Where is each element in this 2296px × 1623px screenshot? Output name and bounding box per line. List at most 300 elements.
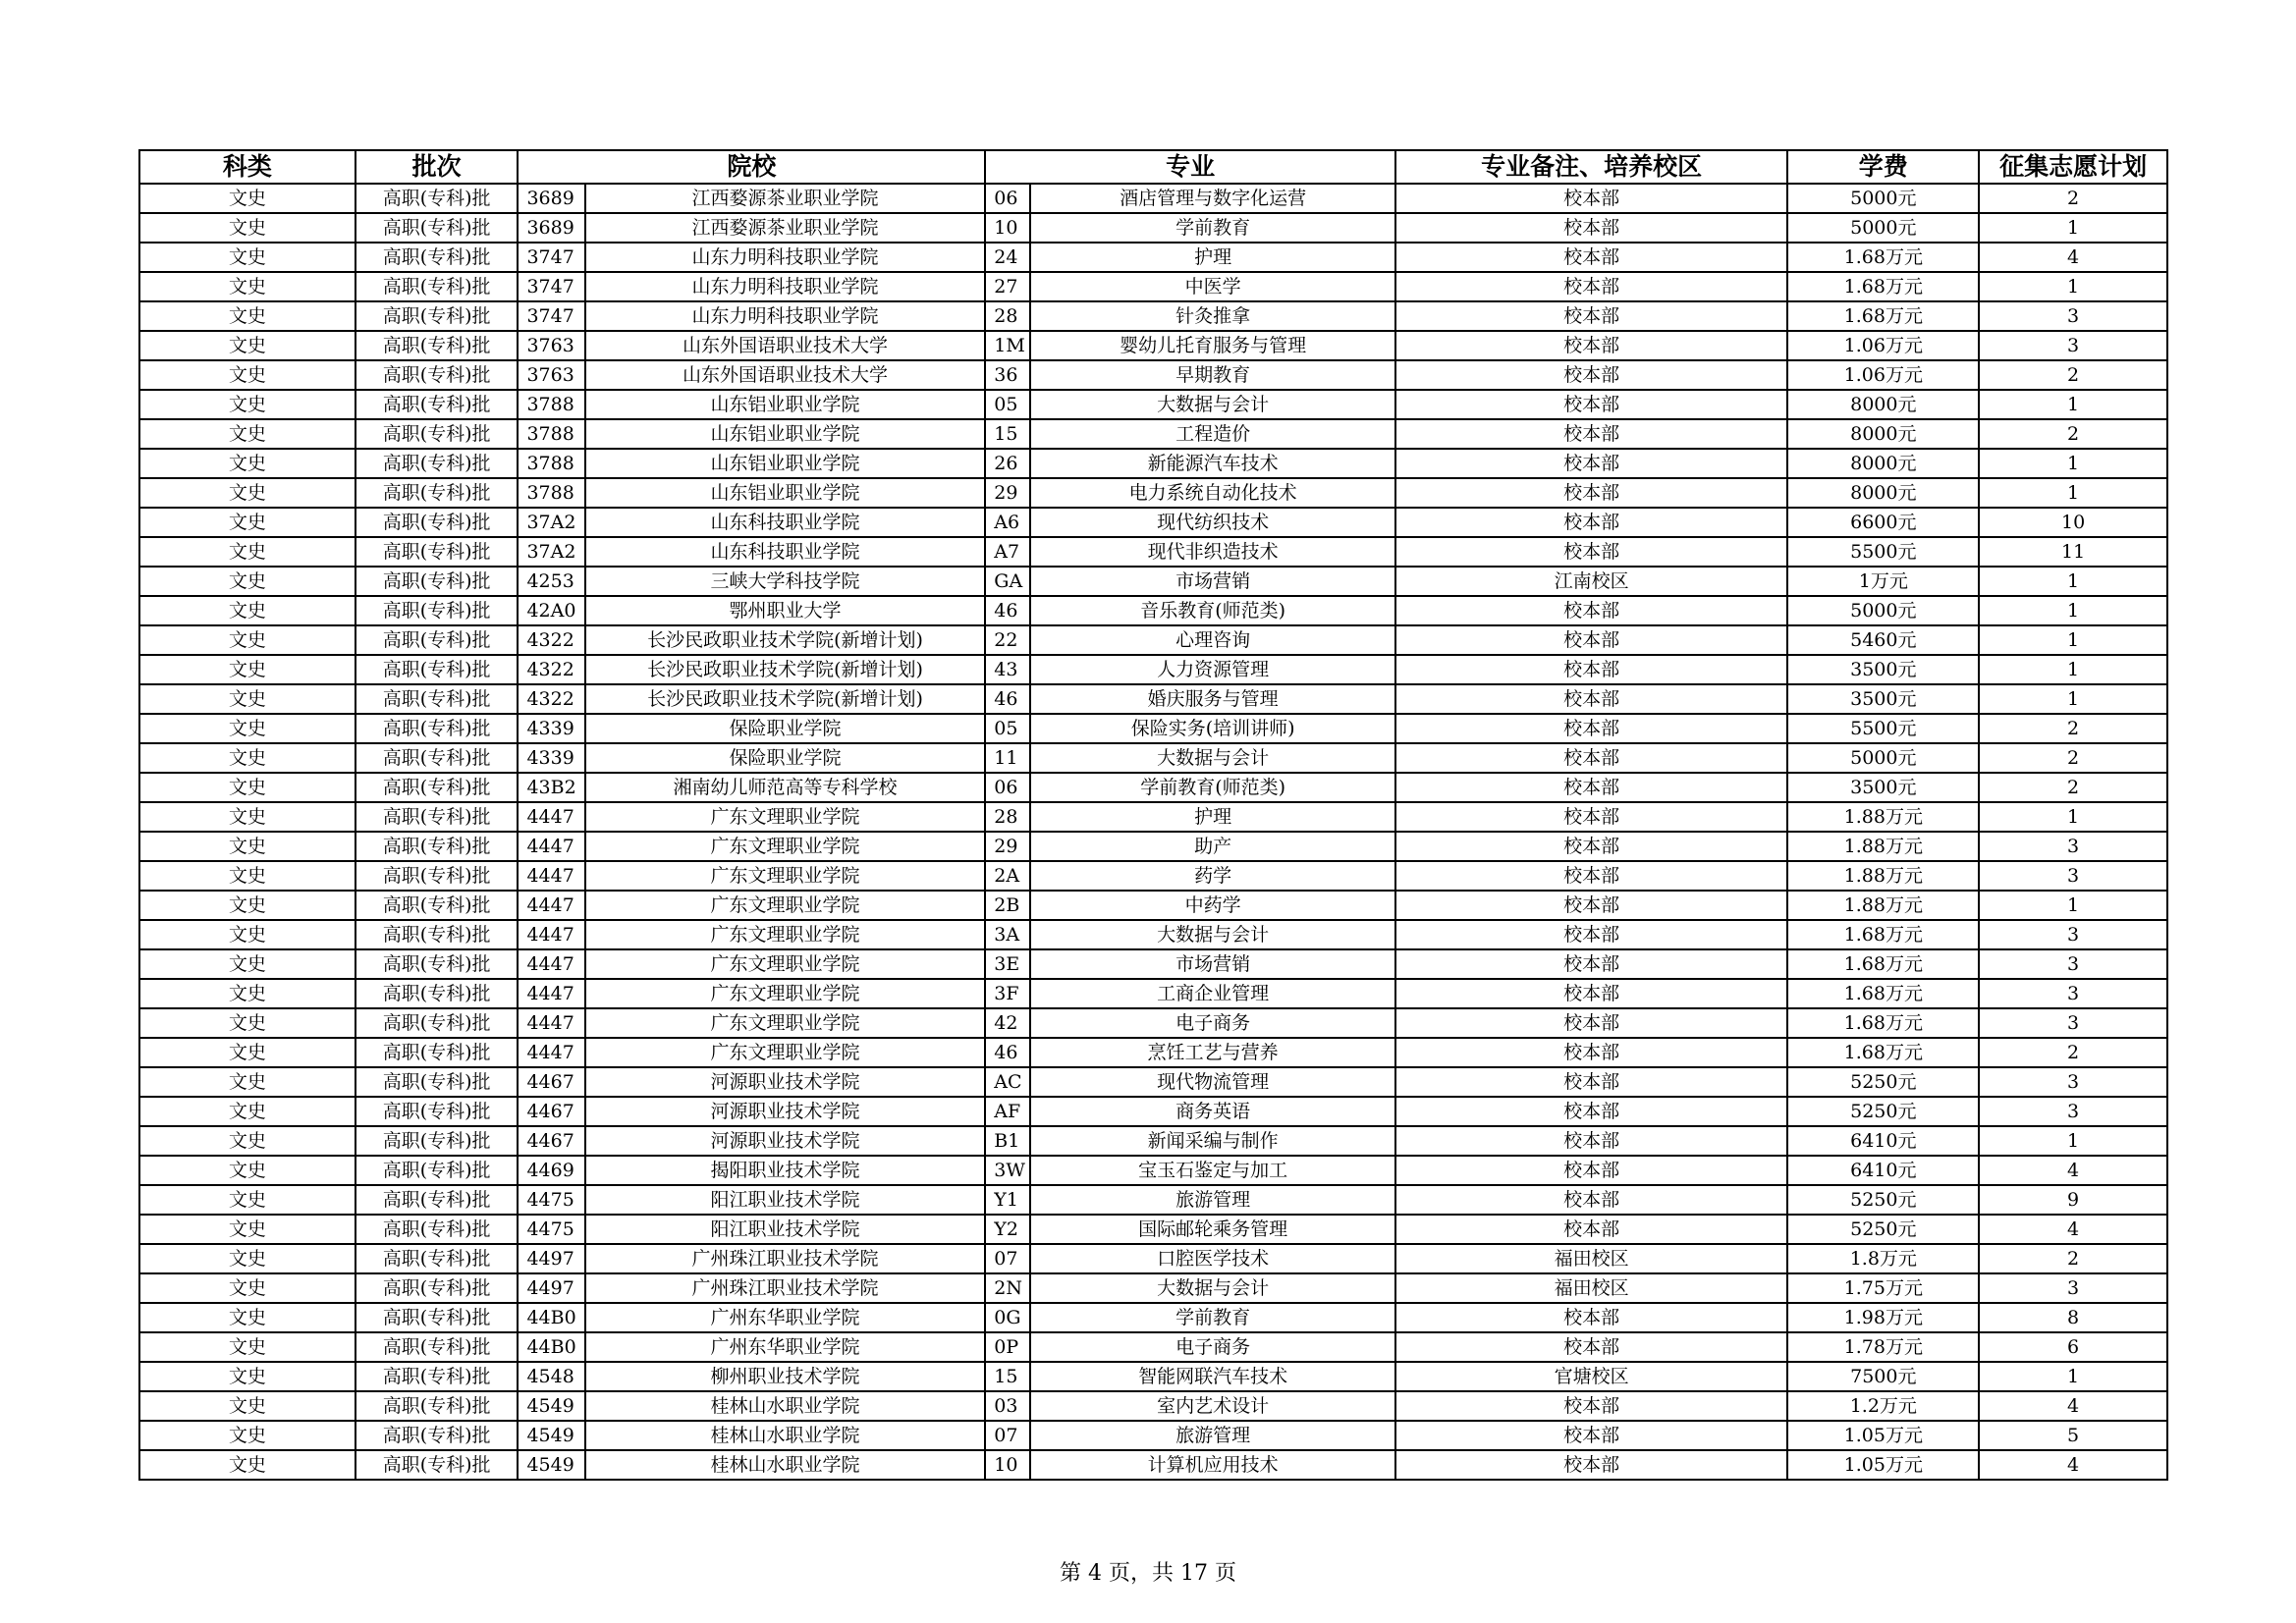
school-name-cell: 柳州职业技术学院 [585,1362,986,1391]
batch-cell: 高职(专科)批 [355,625,519,655]
tuition-cell: 1.88万元 [1787,802,1979,832]
batch-cell: 高职(专科)批 [355,684,519,714]
campus-cell: 校本部 [1395,213,1788,243]
campus-cell: 校本部 [1395,1185,1788,1215]
category-cell: 文史 [139,360,355,390]
major-name-cell: 市场营销 [1030,949,1394,979]
tuition-cell: 1.05万元 [1787,1421,1979,1450]
category-cell: 文史 [139,1008,355,1038]
campus-cell: 校本部 [1395,449,1788,478]
table-row [139,773,2167,802]
plan-count-cell: 5 [1979,1421,2167,1450]
school-name-cell: 山东科技职业学院 [585,508,986,537]
tuition-cell: 7500元 [1787,1362,1979,1391]
school-code-cell: 37A2 [518,508,584,537]
school-name-cell: 鄂州职业大学 [585,596,986,625]
table-row [139,1038,2167,1067]
table-row [139,596,2167,625]
table-row [139,419,2167,449]
table-row [139,1450,2167,1480]
batch-cell: 高职(专科)批 [355,1421,519,1450]
plan-count-cell: 1 [1979,655,2167,684]
header-batch: 批次 [355,150,519,184]
campus-cell: 校本部 [1395,1126,1788,1156]
tuition-cell: 5500元 [1787,714,1979,743]
major-name-cell: 学前教育 [1030,1303,1394,1332]
campus-cell: 校本部 [1395,478,1788,508]
plan-count-cell: 3 [1979,1097,2167,1126]
campus-cell: 校本部 [1395,184,1788,213]
major-name-cell: 工商企业管理 [1030,979,1394,1008]
school-code-cell: 4339 [518,714,584,743]
major-name-cell: 中医学 [1030,272,1394,301]
plan-count-cell: 2 [1979,714,2167,743]
batch-cell: 高职(专科)批 [355,949,519,979]
table-row [139,1244,2167,1273]
major-name-cell: 保险实务(培训讲师) [1030,714,1394,743]
major-code-cell: A6 [985,508,1030,537]
table-row [139,243,2167,272]
batch-cell: 高职(专科)批 [355,596,519,625]
batch-cell: 高职(专科)批 [355,301,519,331]
school-name-cell: 保险职业学院 [585,743,986,773]
major-code-cell: 10 [985,213,1030,243]
major-code-cell: 3A [985,920,1030,949]
batch-cell: 高职(专科)批 [355,802,519,832]
campus-cell: 校本部 [1395,1008,1788,1038]
school-code-cell: 4469 [518,1156,584,1185]
page-number: 第 4 页，共 17 页 [1060,1561,1236,1586]
school-name-cell: 山东力明科技职业学院 [585,301,986,331]
plan-count-cell: 1 [1979,625,2167,655]
plan-count-cell: 3 [1979,949,2167,979]
category-cell: 文史 [139,1273,355,1303]
school-name-cell: 桂林山水职业学院 [585,1391,986,1421]
major-code-cell: 05 [985,390,1030,419]
major-code-cell: 1M [985,331,1030,360]
major-code-cell: 07 [985,1244,1030,1273]
school-code-cell: 3788 [518,449,584,478]
batch-cell: 高职(专科)批 [355,360,519,390]
major-code-cell: A7 [985,537,1030,567]
major-code-cell: 15 [985,1362,1030,1391]
category-cell: 文史 [139,1156,355,1185]
table-row [139,478,2167,508]
table-row [139,1362,2167,1391]
major-name-cell: 口腔医学技术 [1030,1244,1394,1273]
tuition-cell: 1.68万元 [1787,1008,1979,1038]
major-name-cell: 心理咨询 [1030,625,1394,655]
plan-count-cell: 8 [1979,1303,2167,1332]
school-code-cell: 4447 [518,1008,584,1038]
major-code-cell: 0G [985,1303,1030,1332]
major-code-cell: Y1 [985,1185,1030,1215]
school-name-cell: 广东文理职业学院 [585,802,986,832]
plan-count-cell: 3 [1979,1008,2167,1038]
major-code-cell: 46 [985,596,1030,625]
plan-count-cell: 4 [1979,1450,2167,1480]
major-code-cell: 26 [985,449,1030,478]
school-name-cell: 广州东华职业学院 [585,1303,986,1332]
school-code-cell: 4447 [518,891,584,920]
school-code-cell: 3763 [518,360,584,390]
plan-count-cell: 1 [1979,213,2167,243]
school-code-cell: 4322 [518,625,584,655]
campus-cell: 校本部 [1395,331,1788,360]
tuition-cell: 1.68万元 [1787,243,1979,272]
table-row [139,655,2167,684]
campus-cell: 福田校区 [1395,1273,1788,1303]
school-name-cell: 河源职业技术学院 [585,1097,986,1126]
major-code-cell: 42 [985,1008,1030,1038]
tuition-cell: 6600元 [1787,508,1979,537]
campus-cell: 校本部 [1395,301,1788,331]
campus-cell: 校本部 [1395,1215,1788,1244]
school-code-cell: 3788 [518,390,584,419]
batch-cell: 高职(专科)批 [355,1332,519,1362]
major-name-cell: 大数据与会计 [1030,920,1394,949]
plan-count-cell: 2 [1979,1244,2167,1273]
campus-cell: 校本部 [1395,1038,1788,1067]
category-cell: 文史 [139,243,355,272]
category-cell: 文史 [139,390,355,419]
major-code-cell: 06 [985,773,1030,802]
category-cell: 文史 [139,213,355,243]
school-code-cell: 4447 [518,920,584,949]
plan-count-cell: 3 [1979,861,2167,891]
table-row [139,802,2167,832]
major-code-cell: 07 [985,1421,1030,1450]
school-name-cell: 长沙民政职业技术学院(新增计划) [585,684,986,714]
major-code-cell: 28 [985,301,1030,331]
batch-cell: 高职(专科)批 [355,773,519,802]
major-name-cell: 旅游管理 [1030,1421,1394,1450]
school-code-cell: 42A0 [518,596,584,625]
table-row [139,625,2167,655]
major-name-cell: 现代非织造技术 [1030,537,1394,567]
school-name-cell: 山东外国语职业技术大学 [585,360,986,390]
category-cell: 文史 [139,920,355,949]
tuition-cell: 1.88万元 [1787,832,1979,861]
school-name-cell: 阳江职业技术学院 [585,1185,986,1215]
tuition-cell: 5250元 [1787,1097,1979,1126]
campus-cell: 校本部 [1395,891,1788,920]
major-code-cell: 03 [985,1391,1030,1421]
major-name-cell: 护理 [1030,802,1394,832]
plan-count-cell: 1 [1979,1126,2167,1156]
major-name-cell: 国际邮轮乘务管理 [1030,1215,1394,1244]
school-name-cell: 广州珠江职业技术学院 [585,1273,986,1303]
major-name-cell: 护理 [1030,243,1394,272]
campus-cell: 校本部 [1395,832,1788,861]
batch-cell: 高职(专科)批 [355,1038,519,1067]
major-name-cell: 人力资源管理 [1030,655,1394,684]
plan-count-cell: 2 [1979,419,2167,449]
tuition-cell: 5000元 [1787,184,1979,213]
tuition-cell: 1万元 [1787,567,1979,596]
plan-count-cell: 3 [1979,1273,2167,1303]
header-school: 院校 [518,150,985,184]
major-code-cell: 24 [985,243,1030,272]
category-cell: 文史 [139,537,355,567]
category-cell: 文史 [139,861,355,891]
campus-cell: 校本部 [1395,802,1788,832]
campus-cell: 校本部 [1395,655,1788,684]
major-code-cell: 3F [985,979,1030,1008]
category-cell: 文史 [139,184,355,213]
school-name-cell: 河源职业技术学院 [585,1067,986,1097]
school-name-cell: 山东铝业职业学院 [585,478,986,508]
school-name-cell: 山东铝业职业学院 [585,419,986,449]
major-name-cell: 针灸推拿 [1030,301,1394,331]
plan-count-cell: 3 [1979,920,2167,949]
batch-cell: 高职(专科)批 [355,714,519,743]
batch-cell: 高职(专科)批 [355,1067,519,1097]
campus-cell: 校本部 [1395,714,1788,743]
table-row [139,1215,2167,1244]
category-cell: 文史 [139,1421,355,1450]
plan-count-cell: 3 [1979,1067,2167,1097]
school-code-cell: 4497 [518,1244,584,1273]
school-code-cell: 3747 [518,301,584,331]
school-code-cell: 3763 [518,331,584,360]
major-code-cell: 05 [985,714,1030,743]
plan-count-cell: 1 [1979,272,2167,301]
category-cell: 文史 [139,891,355,920]
category-cell: 文史 [139,714,355,743]
header-category: 科类 [139,150,355,184]
table-row [139,949,2167,979]
batch-cell: 高职(专科)批 [355,331,519,360]
table-row [139,743,2167,773]
tuition-cell: 5460元 [1787,625,1979,655]
school-code-cell: 4549 [518,1391,584,1421]
batch-cell: 高职(专科)批 [355,1450,519,1480]
campus-cell: 校本部 [1395,596,1788,625]
plan-count-cell: 3 [1979,979,2167,1008]
school-name-cell: 桂林山水职业学院 [585,1421,986,1450]
major-name-cell: 新闻采编与制作 [1030,1126,1394,1156]
table-row [139,1421,2167,1450]
batch-cell: 高职(专科)批 [355,449,519,478]
tuition-cell: 1.68万元 [1787,272,1979,301]
plan-count-cell: 11 [1979,537,2167,567]
school-name-cell: 三峡大学科技学院 [585,567,986,596]
table-row [139,714,2167,743]
plan-count-cell: 10 [1979,508,2167,537]
table-row [139,272,2167,301]
batch-cell: 高职(专科)批 [355,1273,519,1303]
table-header-row [139,150,2167,184]
batch-cell: 高职(专科)批 [355,567,519,596]
school-name-cell: 阳江职业技术学院 [585,1215,986,1244]
tuition-cell: 5250元 [1787,1215,1979,1244]
category-cell: 文史 [139,949,355,979]
table-row [139,1067,2167,1097]
major-code-cell: Y2 [985,1215,1030,1244]
category-cell: 文史 [139,1185,355,1215]
batch-cell: 高职(专科)批 [355,1244,519,1273]
major-code-cell: B1 [985,1126,1030,1156]
table-row [139,1097,2167,1126]
header-remark-campus: 专业备注、培养校区 [1395,150,1788,184]
batch-cell: 高职(专科)批 [355,861,519,891]
tuition-cell: 5250元 [1787,1067,1979,1097]
major-name-cell: 智能网联汽车技术 [1030,1362,1394,1391]
tuition-cell: 1.88万元 [1787,891,1979,920]
major-name-cell: 酒店管理与数字化运营 [1030,184,1394,213]
school-name-cell: 广东文理职业学院 [585,832,986,861]
school-code-cell: 3689 [518,213,584,243]
table-row [139,1303,2167,1332]
batch-cell: 高职(专科)批 [355,1097,519,1126]
batch-cell: 高职(专科)批 [355,508,519,537]
major-name-cell: 现代纺织技术 [1030,508,1394,537]
school-name-cell: 湘南幼儿师范高等专科学校 [585,773,986,802]
batch-cell: 高职(专科)批 [355,1156,519,1185]
batch-cell: 高职(专科)批 [355,243,519,272]
major-name-cell: 烹饪工艺与营养 [1030,1038,1394,1067]
school-name-cell: 长沙民政职业技术学院(新增计划) [585,625,986,655]
tuition-cell: 8000元 [1787,449,1979,478]
major-code-cell: 06 [985,184,1030,213]
tuition-cell: 1.78万元 [1787,1332,1979,1362]
plan-count-cell: 2 [1979,1038,2167,1067]
school-name-cell: 广东文理职业学院 [585,891,986,920]
major-name-cell: 早期教育 [1030,360,1394,390]
major-name-cell: 电子商务 [1030,1332,1394,1362]
plan-count-cell: 3 [1979,331,2167,360]
category-cell: 文史 [139,1391,355,1421]
batch-cell: 高职(专科)批 [355,891,519,920]
plan-count-cell: 1 [1979,891,2167,920]
table-row [139,301,2167,331]
batch-cell: 高职(专科)批 [355,832,519,861]
tuition-cell: 1.2万元 [1787,1391,1979,1421]
category-cell: 文史 [139,743,355,773]
major-name-cell: 助产 [1030,832,1394,861]
campus-cell: 校本部 [1395,1303,1788,1332]
major-name-cell: 电力系统自动化技术 [1030,478,1394,508]
major-name-cell: 婚庆服务与管理 [1030,684,1394,714]
major-code-cell: 36 [985,360,1030,390]
school-code-cell: 44B0 [518,1303,584,1332]
plan-count-cell: 1 [1979,1362,2167,1391]
school-code-cell: 4549 [518,1450,584,1480]
table-row [139,861,2167,891]
major-code-cell: 2A [985,861,1030,891]
batch-cell: 高职(专科)批 [355,1126,519,1156]
school-name-cell: 广东文理职业学院 [585,949,986,979]
plan-count-cell: 2 [1979,773,2167,802]
school-name-cell: 广州东华职业学院 [585,1332,986,1362]
major-code-cell: 46 [985,684,1030,714]
major-name-cell: 大数据与会计 [1030,390,1394,419]
school-name-cell: 江西婺源茶业职业学院 [585,213,986,243]
school-name-cell: 揭阳职业技术学院 [585,1156,986,1185]
admission-plan-table [138,149,2168,1481]
school-name-cell: 山东力明科技职业学院 [585,243,986,272]
plan-count-cell: 1 [1979,449,2167,478]
school-code-cell: 4467 [518,1097,584,1126]
school-name-cell: 长沙民政职业技术学院(新增计划) [585,655,986,684]
school-code-cell: 4322 [518,684,584,714]
school-name-cell: 桂林山水职业学院 [585,1450,986,1480]
school-name-cell: 广东文理职业学院 [585,920,986,949]
school-name-cell: 山东铝业职业学院 [585,390,986,419]
category-cell: 文史 [139,684,355,714]
category-cell: 文史 [139,1244,355,1273]
category-cell: 文史 [139,596,355,625]
school-code-cell: 4467 [518,1126,584,1156]
table-row [139,1156,2167,1185]
table-row [139,567,2167,596]
category-cell: 文史 [139,655,355,684]
table-row [139,508,2167,537]
category-cell: 文史 [139,1126,355,1156]
batch-cell: 高职(专科)批 [355,655,519,684]
major-code-cell: 3E [985,949,1030,979]
tuition-cell: 5250元 [1787,1185,1979,1215]
category-cell: 文史 [139,1450,355,1480]
category-cell: 文史 [139,625,355,655]
tuition-cell: 1.68万元 [1787,301,1979,331]
school-code-cell: 3747 [518,243,584,272]
category-cell: 文史 [139,832,355,861]
school-name-cell: 广东文理职业学院 [585,1038,986,1067]
school-code-cell: 4339 [518,743,584,773]
major-name-cell: 工程造价 [1030,419,1394,449]
campus-cell: 校本部 [1395,684,1788,714]
category-cell: 文史 [139,802,355,832]
table-row [139,684,2167,714]
batch-cell: 高职(专科)批 [355,1391,519,1421]
major-name-cell: 音乐教育(师范类) [1030,596,1394,625]
school-code-cell: 4253 [518,567,584,596]
school-code-cell: 37A2 [518,537,584,567]
table-row [139,1332,2167,1362]
major-name-cell: 商务英语 [1030,1097,1394,1126]
major-name-cell: 现代物流管理 [1030,1067,1394,1097]
major-name-cell: 旅游管理 [1030,1185,1394,1215]
category-cell: 文史 [139,331,355,360]
campus-cell: 校本部 [1395,773,1788,802]
batch-cell: 高职(专科)批 [355,390,519,419]
batch-cell: 高职(专科)批 [355,743,519,773]
major-code-cell: 29 [985,832,1030,861]
major-name-cell: 计算机应用技术 [1030,1450,1394,1480]
table-row [139,449,2167,478]
campus-cell: 福田校区 [1395,1244,1788,1273]
major-name-cell: 药学 [1030,861,1394,891]
plan-count-cell: 4 [1979,243,2167,272]
plan-count-cell: 2 [1979,184,2167,213]
campus-cell: 校本部 [1395,861,1788,891]
table-row [139,360,2167,390]
school-name-cell: 山东外国语职业技术大学 [585,331,986,360]
tuition-cell: 5500元 [1787,537,1979,567]
major-code-cell: 15 [985,419,1030,449]
tuition-cell: 1.68万元 [1787,920,1979,949]
table-row [139,1126,2167,1156]
plan-count-cell: 1 [1979,802,2167,832]
tuition-cell: 6410元 [1787,1156,1979,1185]
tuition-cell: 1.06万元 [1787,331,1979,360]
school-code-cell: 4447 [518,861,584,891]
batch-cell: 高职(专科)批 [355,1215,519,1244]
batch-cell: 高职(专科)批 [355,1008,519,1038]
school-name-cell: 广东文理职业学院 [585,1008,986,1038]
